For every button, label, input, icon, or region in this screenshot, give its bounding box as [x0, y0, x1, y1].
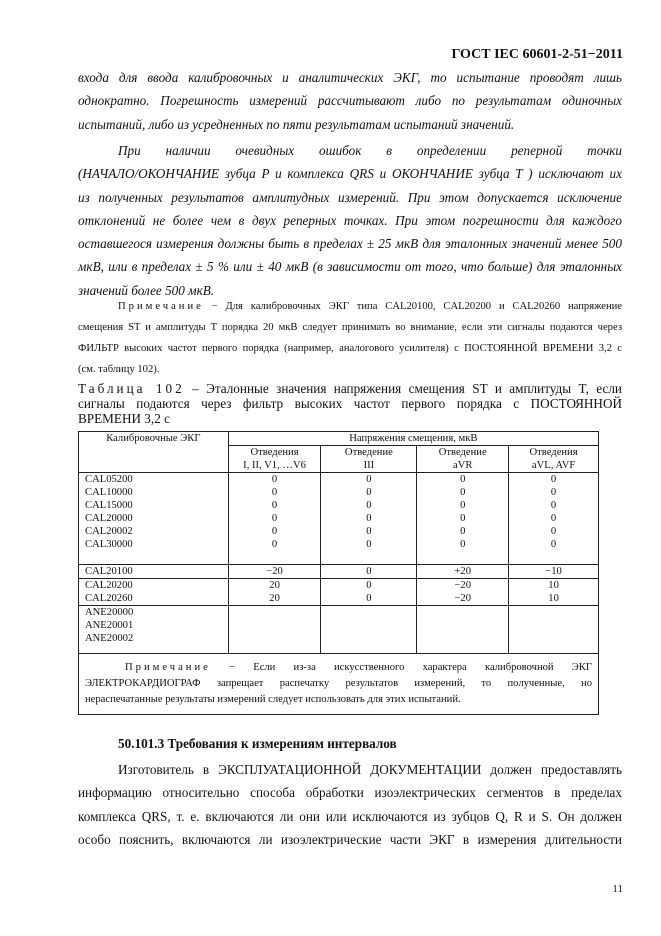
cell-values-col3: +20 −20 −20: [417, 565, 509, 606]
text-line: (НАЧАЛО/ОКОНЧАНИЕ зубца P и комплекса QRS и ОКОНЧАНИЕ зубца T ) исключают их: [78, 166, 622, 182]
cell-values-col2: 0 0 0 0 0 0: [321, 473, 417, 565]
caption-line: [78, 381, 622, 396]
paragraph-interval-requirements: [78, 758, 622, 851]
table-note-row: [79, 654, 599, 715]
cell-values-col4: −10 10 10: [509, 565, 599, 606]
note-text: − Для калибровочных ЭКГ типа CAL20100, CAL20200 и CAL20260 напряжение: [203, 301, 622, 312]
cell-values-col3: 0 0 0 0 0 0: [417, 473, 509, 565]
offset-voltage-table: [78, 431, 599, 715]
text-line: значений более 500 мкВ.: [78, 282, 215, 298]
table-label: Таблица 102: [78, 381, 185, 396]
text-line: испытаний, либо из усредненных по пяти результатам испытаний значений.: [78, 116, 515, 132]
subheader-lead-avr: Отведение aVR: [417, 446, 509, 473]
cell-values-col2: 0 0 0: [321, 565, 417, 606]
text-line: входа для ввода калибровочных и аналитических ЭКГ, то испытание проводят лишь: [78, 70, 622, 85]
col-header-group: Напряжения смещения, мкВ: [228, 432, 598, 446]
subheader-lead-iii: Отведение III: [321, 446, 417, 473]
section-heading: 50.101.3 Требования к измерениям интервалов: [118, 736, 397, 751]
cell-names: CAL20100 CAL20200 CAL20260: [79, 565, 229, 606]
table-note: [79, 654, 599, 715]
cell-names: CAL05200 CAL10000 CAL15000 CAL20000 CAL20002 CAL30000: [79, 473, 229, 565]
text-line: При наличии очевидных ошибок в определении реперной точки: [118, 143, 622, 158]
note-line: нераспечатанные результаты измерений следует использовать для этих испытаний.: [85, 694, 461, 705]
cell-values-col4: 0 0 0 0 0 0: [509, 473, 599, 565]
text-line: информацию относительно способа обработки изоэлектрических сегментов в пределах: [78, 785, 622, 801]
note-line: ЭЛЕКТРОКАРДИОГРАФ запрещает распечатку результатов измерений, то полученные, но: [85, 678, 592, 689]
cell-values-col1: 0 0 0 0 0 0: [228, 473, 321, 565]
note-calibration-ecg: [78, 296, 622, 380]
note-line: смещения ST и амплитуды T порядка 20 мкВ следует принимать во внимание, если эти сигналы подаются через: [78, 322, 622, 333]
note-line: ФИЛЬТР высоких частот первого порядка (например, аналогового усилителя) с ПОСТОЯННОЙ ВРЕМЕНИ 3,2 с: [78, 343, 622, 354]
table-row-group3: [79, 606, 599, 654]
caption-line: сигналы подаются через фильтр высоких частот первого порядка с ПОСТОЯННОЙ: [78, 396, 622, 411]
text-line: из полученных результатов амплитудных измерений. При этом допускается исключение: [78, 189, 622, 205]
page-number: 11: [612, 883, 623, 895]
cell-values-col1: −20 20 20: [228, 565, 321, 606]
note-label: Примечание: [125, 662, 211, 673]
note-line: [78, 296, 622, 317]
cell-empty: [417, 606, 509, 654]
paragraph-measurement-error: [78, 66, 622, 136]
text-line: однократно. Погрешность измерений рассчитывают либо по результатам одиночных: [78, 93, 622, 109]
cell-names: ANE20000 ANE20001 ANE20002: [79, 606, 229, 654]
note-line: (см. таблицу 102).: [78, 364, 160, 375]
table-caption: [78, 381, 622, 426]
caption-line: ВРЕМЕНИ 3,2 с: [78, 411, 170, 426]
document-header: ГОСТ IEC 60601-2-51−2011: [451, 47, 623, 62]
subheader-leads-avl-avf: Отведения aVL, AVF: [509, 446, 599, 473]
cell-empty: [509, 606, 599, 654]
text-line: комплекса QRS, т. е. включаются ли они или исключаются из зубцов Q, R и S. Он должен: [78, 808, 622, 824]
text-line: мкВ, или в пределах ± 5 % или ± 40 мкВ (в зависимости от того, что больше) для эталонных: [78, 259, 622, 275]
paragraph-reference-points: [78, 139, 622, 302]
note-line: [85, 660, 592, 676]
cell-empty: [228, 606, 321, 654]
table-row-group1: [79, 473, 599, 565]
text-line: Изготовитель в ЭКСПЛУАТАЦИОННОЙ ДОКУМЕНТАЦИИ должен предоставлять: [118, 762, 622, 777]
col-header-ecg: Калибровочные ЭКГ: [79, 432, 229, 473]
table-header-row: [79, 432, 599, 446]
text-line: отклонений не более чем в двух реперных точках. При этом погрешности для каждого: [78, 212, 622, 228]
text-line: особо пояснить, включаются ли изоэлектрические части ЭКГ в измерения длительности: [78, 831, 622, 847]
table-row-group2: [79, 565, 599, 606]
note-label: Примечание: [118, 301, 204, 312]
note-text: − Если из-за искусственного характера калибровочной ЭКГ: [210, 662, 592, 673]
subheader-leads-1: Отведения I, II, V1, …V6: [228, 446, 321, 473]
text-line: оставшегося измерения должны быть в пределах ± 25 мкВ для эталонных значений менее 500: [78, 236, 622, 252]
caption-text: – Эталонные значения напряжения смещения ST и амплитуды T, если: [184, 381, 622, 396]
cell-empty: [321, 606, 417, 654]
